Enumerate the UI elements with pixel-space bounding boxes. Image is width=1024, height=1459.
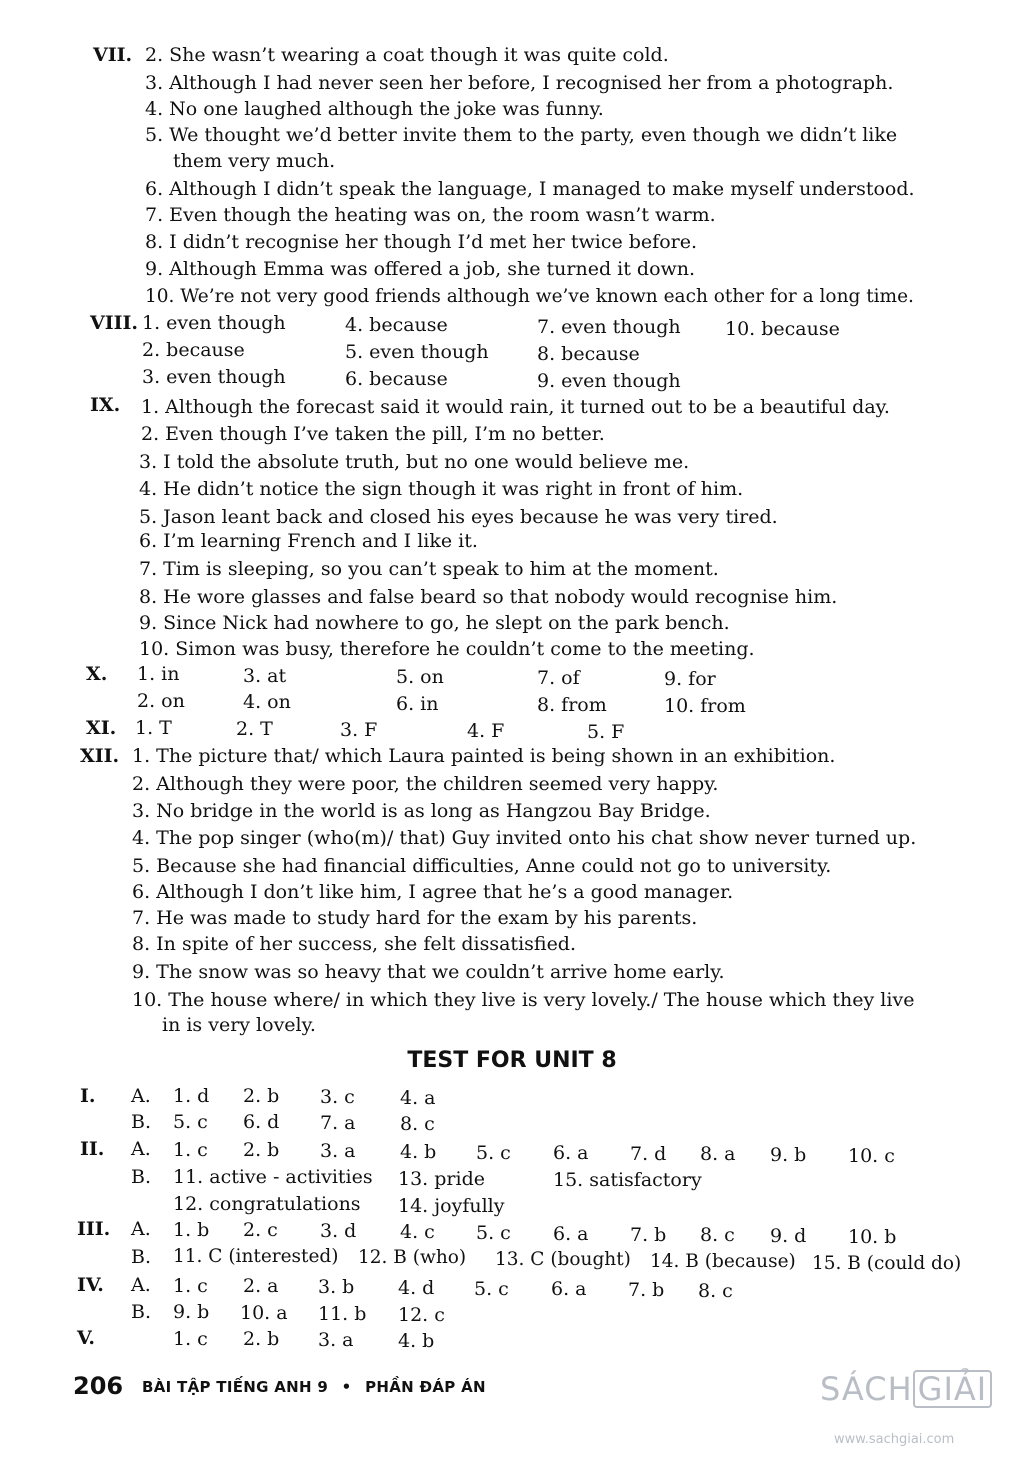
answer-line: 9. The snow was so heavy that we couldn’t arrive home early. [132,961,725,983]
answer-line: 1. The picture that/ which Laura painted is being shown in an exhibition. [132,745,836,767]
answer-cell: 9. b [770,1144,807,1166]
answer-cell: 5. c [474,1278,509,1300]
answer-cell: 3. b [318,1276,355,1298]
answer-line: 10. The house where/ in which they live is very lovely./ The house which they live [132,989,915,1011]
part-label: A. [131,1218,151,1240]
footer-running-title [142,1378,486,1396]
answer-cell: 8. a [700,1143,736,1165]
answer-line: 10. Simon was busy, therefore he couldn’t come to the meeting. [139,638,755,660]
answer-cell: 9. b [173,1301,210,1323]
answer-cell: 4. b [398,1330,435,1352]
part-label: B. [131,1301,152,1323]
answer-line: 1. Although the forecast said it would rain, it turned out to be a beautiful day. [141,396,890,418]
part-label: B. [131,1111,152,1133]
answer-line: in is very lovely. [162,1014,316,1036]
answer-line: 4. No one laughed although the joke was funny. [145,98,604,120]
answer-cell: 14. joyfully [398,1195,505,1217]
answer-cell: 3. a [320,1140,356,1162]
answer-cell: 7. of [537,667,580,689]
test-roman-iii: III. [77,1218,111,1240]
answer-cell: 13. C (bought) [495,1249,631,1270]
answer-line: 8. He wore glasses and false beard so that nobody would recognise him. [139,586,838,608]
answer-cell: 4. F [467,720,505,742]
answer-cell: 8. c [700,1224,735,1246]
answer-cell: 6. in [396,693,439,715]
answer-cell: 15. B (could do) [812,1253,962,1274]
answer-cell: 6. a [553,1142,589,1164]
page-number: 206 [73,1372,124,1400]
answer-line: 5. We thought we’d better invite them to the party, even though we didn’t like [145,124,898,146]
answer-cell: 10. a [240,1302,288,1324]
answer-cell: 2. b [243,1085,280,1107]
answer-cell: 2. because [142,339,245,361]
logo-text-boxed: GIẢI [913,1370,993,1408]
answer-cell: 8. c [400,1113,435,1135]
answer-cell: 2. on [137,690,185,712]
answer-cell: 2. T [236,718,273,740]
answer-cell: 15. satisfactory [553,1169,702,1191]
answer-line: 4. He didn’t notice the sign though it was right in front of him. [139,478,744,500]
answer-cell: 5. even though [345,341,489,363]
answer-line: 8. I didn’t recognise her though I’d met her twice before. [145,231,698,253]
answer-cell: 8. from [537,694,607,716]
part-label: B. [131,1246,152,1268]
test-roman-v: V. [77,1327,96,1349]
answer-cell: 4. because [345,314,448,336]
answer-cell: 1. d [173,1085,210,1107]
bullet-separator: • [341,1378,352,1396]
answer-line: 3. I told the absolute truth, but no one would believe me. [139,451,690,473]
answer-cell: 3. at [243,665,287,687]
answer-line: 2. Although they were poor, the children seemed very happy. [132,773,719,795]
answer-cell: 1. b [173,1219,210,1241]
answer-cell: 6. a [551,1278,587,1300]
answer-cell: 7. b [630,1224,667,1246]
answer-cell: 6. a [553,1223,589,1245]
answer-cell: 11. active - activities [173,1166,373,1188]
section-roman-xii: XII. [80,745,120,767]
answer-line: 3. Although I had never seen her before, I recognised her from a photograph. [145,72,894,94]
answer-cell: 7. a [320,1112,356,1134]
part-label: A. [131,1274,151,1296]
answer-cell: 2. b [243,1139,280,1161]
section-name: PHẦN ĐÁP ÁN [365,1378,486,1396]
answer-cell: 12. c [398,1304,445,1326]
test-roman-ii: II. [80,1138,105,1160]
answer-cell: 12. congratulations [173,1193,361,1215]
answer-line: 6. I’m learning French and I like it. [139,530,478,552]
answer-cell: 3. c [320,1086,355,1108]
answer-cell: 4. d [398,1277,435,1299]
logo-text-left: SÁCH [820,1370,913,1408]
answer-line: 6. Although I didn’t speak the language, I managed to make myself understood. [145,178,915,200]
answer-line: 9. Since Nick had nowhere to go, he slept on the park bench. [139,612,730,634]
answer-line: 5. Because she had financial difficulties, Anne could not go to university. [132,855,832,877]
answer-cell: 1. in [137,663,180,685]
answer-cell: 4. b [400,1141,437,1163]
answer-cell: 1. c [173,1275,208,1297]
answer-cell: 7. d [630,1143,667,1165]
answer-cell: 2. c [243,1219,278,1241]
answer-cell: 1. c [173,1328,208,1350]
answer-cell: 6. d [243,1111,280,1133]
answer-line: 7. Even though the heating was on, the room wasn’t warm. [145,204,716,226]
part-label: B. [131,1166,152,1188]
section-roman-vii: VII. [93,44,133,66]
answer-line: 6. Although I don’t like him, I agree that he’s a good manager. [132,881,734,903]
answer-cell: 10. because [725,318,840,340]
section-roman-x: X. [86,663,108,685]
answer-cell: 1. even though [142,312,286,334]
book-title: BÀI TẬP TIẾNG ANH 9 [142,1378,329,1396]
test-roman-i: I. [80,1085,96,1107]
answer-cell: 8. c [698,1280,733,1302]
answer-cell: 7. even though [537,316,681,338]
answer-line: 7. He was made to study hard for the exam by his parents. [132,907,698,929]
answer-cell: 4. c [400,1221,435,1243]
answer-cell: 14. B (because) [650,1251,796,1272]
answer-cell: 3. d [320,1220,357,1242]
answer-cell: 6. because [345,368,448,390]
watermark-url: www.sachgiai.com [834,1432,955,1447]
section-roman-xi: XI. [86,717,117,739]
section-roman-viii: VIII. [90,312,139,334]
answer-cell: 3. F [340,719,378,741]
answer-cell: 11. C (interested) [173,1246,339,1267]
answer-cell: 7. b [628,1279,665,1301]
answer-cell: 5. c [476,1142,511,1164]
part-label: A. [131,1085,151,1107]
answer-line: 8. In spite of her success, she felt dissatisfied. [132,933,577,955]
answer-line: 5. Jason leant back and closed his eyes because he was very tired. [139,506,778,528]
answer-line: 10. We’re not very good friends although we’ve known each other for a long time. [145,286,914,307]
part-label: A. [131,1138,151,1160]
sachgiai-watermark-logo [820,1370,1020,1447]
answer-cell: 3. even though [142,366,286,388]
answer-cell: 5. F [587,721,625,743]
answer-cell: 9. even though [537,370,681,392]
test-roman-iv: IV. [77,1274,104,1296]
answer-line: 2. Even though I’ve taken the pill, I’m no better. [141,423,605,445]
answer-cell: 5. c [173,1111,208,1133]
answer-cell: 8. because [537,343,640,365]
answer-cell: 10. from [664,695,746,717]
answer-cell: 5. on [396,666,444,688]
answer-cell: 2. a [243,1275,279,1297]
answer-line: them very much. [173,150,336,172]
answer-line: 2. She wasn’t wearing a coat though it was quite cold. [145,44,669,66]
section-roman-ix: IX. [90,394,121,416]
answer-cell: 11. b [318,1303,367,1325]
answer-line: 9. Although Emma was offered a job, she turned it down. [145,258,696,280]
answer-cell: 10. b [848,1226,897,1248]
answer-cell: 4. a [400,1087,436,1109]
test-title: TEST FOR UNIT 8 [407,1048,617,1073]
answer-cell: 2. b [243,1328,280,1350]
answer-cell: 3. a [318,1329,354,1351]
answer-cell: 9. for [664,668,716,690]
answer-cell: 1. T [135,717,172,739]
answer-line: 3. No bridge in the world is as long as Hangzou Bay Bridge. [132,800,711,822]
answer-cell: 4. on [243,691,291,713]
answer-cell: 13. pride [398,1168,485,1190]
answer-cell: 9. d [770,1225,807,1247]
answer-cell: 12. B (who) [358,1247,467,1268]
answer-cell: 5. c [476,1222,511,1244]
answer-cell: 1. c [173,1139,208,1161]
answer-cell: 10. c [848,1145,895,1167]
answer-line: 4. The pop singer (who(m)/ that) Guy invited onto his chat show never turned up. [132,827,917,849]
answer-line: 7. Tim is sleeping, so you can’t speak to him at the moment. [139,558,719,580]
